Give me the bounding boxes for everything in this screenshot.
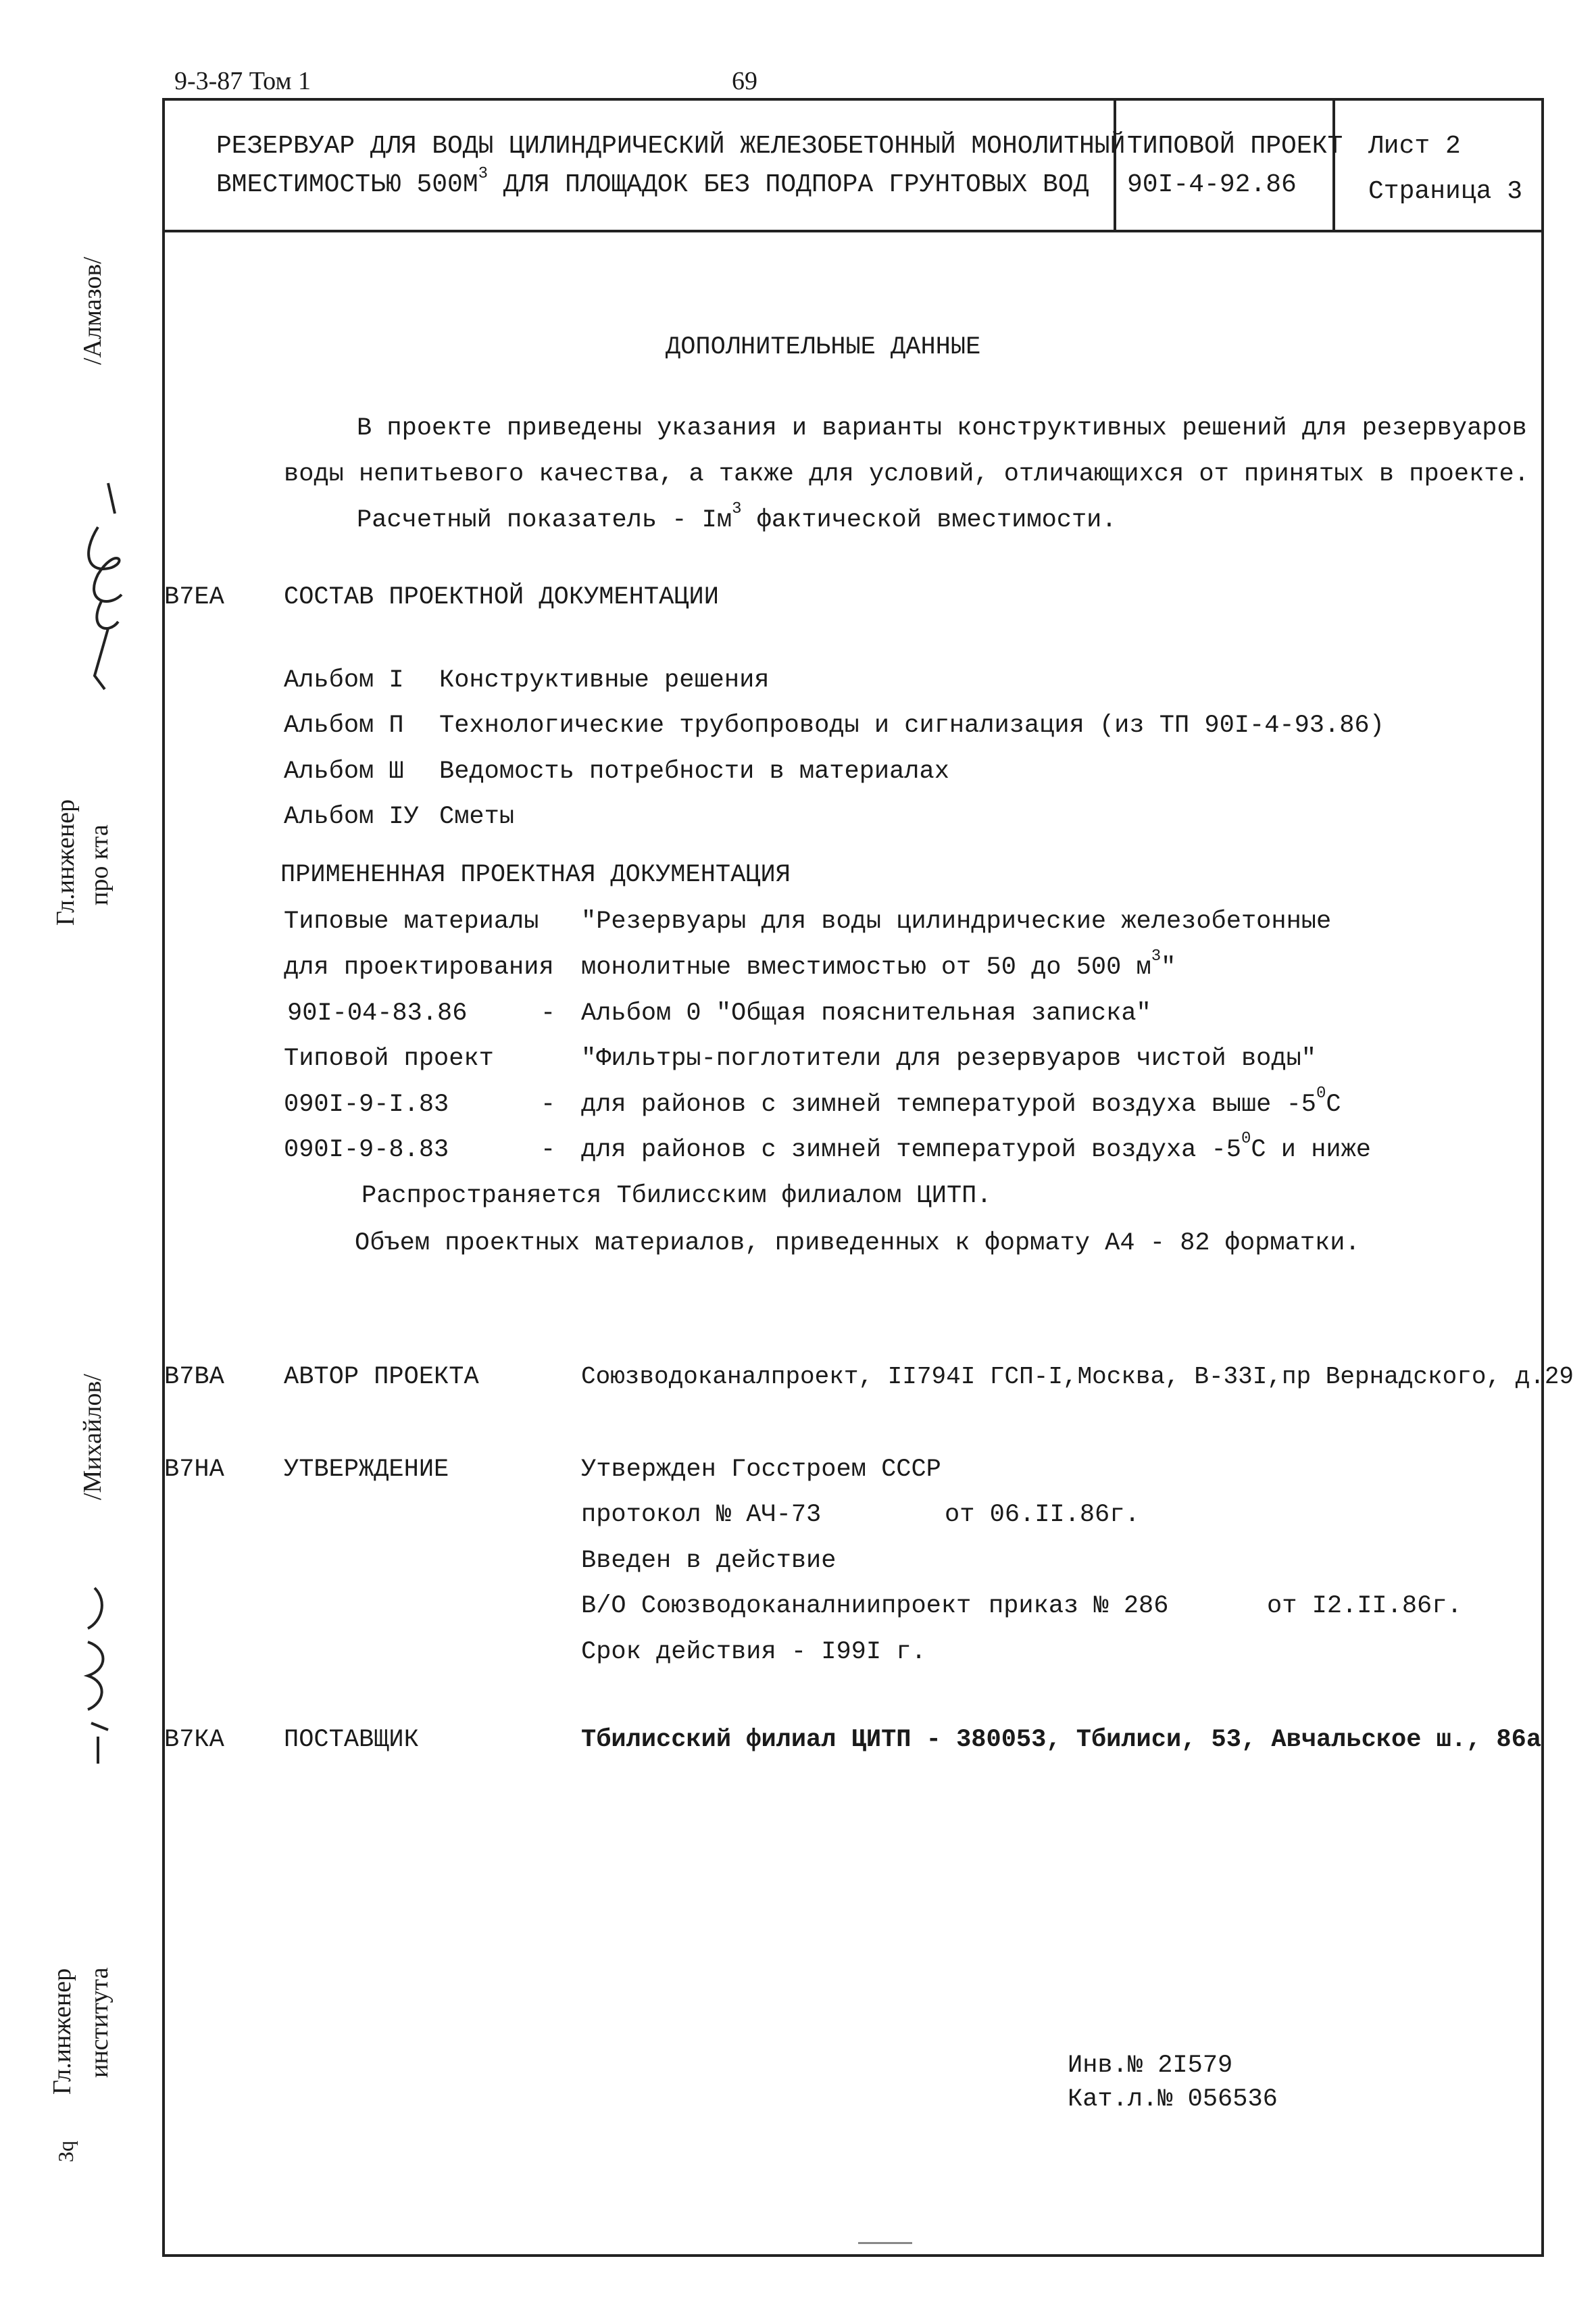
applied-left: Типовые материалы [284, 907, 539, 936]
catalog-sheet-number: Кат.л.№ 056536 [1068, 2085, 1278, 2114]
composition-title: СОСТАВ ПРОЕКТНОЙ ДОКУМЕНТАЦИИ [284, 583, 719, 612]
bottom-mark [858, 2242, 912, 2244]
side-chief-engineer-project-2: про кта [85, 824, 114, 905]
album-desc: Технологические трубопроводы и сигнализация (из ТП 90I-4-93.86) [439, 712, 1385, 740]
side-chief-engineer-institute-2: института [85, 1967, 114, 2078]
applied-left: 090I-9-8.83 [284, 1136, 449, 1164]
calc-indicator: Расчетный показатель - $Iм^3$ фактической вместимости. [357, 500, 1117, 534]
project-code: 90I-4-92.86 [1127, 170, 1297, 199]
code-composition: В7ЕА [164, 583, 224, 612]
album-desc: Ведомость потребности в материалах [439, 757, 949, 786]
approval-order-org: В/О Союзводоканалниипроект [581, 1592, 972, 1620]
title-block-divider [162, 230, 1544, 232]
author-label: АВТОР ПРОЕКТА [284, 1363, 479, 1391]
page-label: Страница 3 [1368, 177, 1523, 206]
title-block-separator-1 [1114, 98, 1116, 231]
side-mikhailov: /Михайлов/ [78, 1374, 107, 1500]
sheet-label: Лист 2 [1368, 132, 1461, 161]
intro-line-1: В проекте приведены указания и варианты конструктивных решений для резервуаров [357, 414, 1527, 443]
album-num: Альбом Ш [284, 757, 404, 786]
applied-dash: - [541, 999, 556, 1028]
approval-protocol-date: от 06.II.86г. [945, 1501, 1140, 1529]
title-block-separator-2 [1332, 98, 1335, 231]
applied-right: Альбом 0 "Общая пояснительная записка" [581, 999, 1151, 1028]
code-approval: В7НА [164, 1455, 224, 1484]
series-label: 9-3-87 Том 1 [174, 67, 311, 95]
applied-title: ПРИМЕНЕННАЯ ПРОЕКТНАЯ ДОКУМЕНТАЦИЯ [280, 861, 791, 889]
supplier-value: Тбилисский филиал ЦИТП - 380053, Тбилиси, 53, Авчальское ш., 86а [581, 1726, 1542, 1754]
approval-protocol: протокол № АЧ-73 [581, 1501, 822, 1529]
title-line-1: РЕЗЕРВУАР ДЛЯ ВОДЫ ЦИЛИНДРИЧЕСКИЙ ЖЕЛЕЗОБЕТОННЫЙ МОНОЛИТНЫЙ [216, 132, 1126, 161]
page-heading: ДОПОЛНИТЕЛЬНЫЕ ДАННЫЕ [666, 333, 981, 362]
applied-left: Типовой проект [284, 1045, 494, 1073]
applied-right: для районов с зимней температурой воздуха выше $-5^0С$ [581, 1085, 1341, 1119]
applied-right: монолитные вместимостью от 50 до 500 $м^3$" [581, 947, 1176, 982]
album-num: Альбом IУ [284, 803, 419, 831]
signature-mikhailov [68, 1574, 135, 1777]
code-supplier: В7КА [164, 1726, 224, 1754]
approval-label: УТВЕРЖДЕНИЕ [284, 1455, 449, 1484]
title-line-2: ВМЕСТИМОСТЬЮ $500М^3$ ДЛЯ ПЛОЩАДОК БЕЗ ПОДПОРА ГРУНТОВЫХ ВОД [216, 165, 1089, 199]
applied-left: для проектирования [284, 953, 554, 982]
volume-note: Объем проектных материалов, приведенных к формату А4 - 82 форматки. [355, 1229, 1360, 1258]
applied-left: 90I-04-83.86 [287, 999, 468, 1028]
applied-right: для районов с зимней температурой воздуха $-5^0С$ и ниже [581, 1130, 1372, 1164]
author-value: Союзводоканалпроект, II794I ГСП-I,Москва, В-33I,пр Вернадского, д.29 [581, 1363, 1574, 1391]
intro-line-2: воды непитьевого качества, а также для условий, отличающихся от принятых в проекте. [284, 460, 1529, 489]
approval-line-3: Введен в действие [581, 1547, 837, 1575]
applied-dash: - [541, 1091, 556, 1119]
side-chief-engineer-project: Гл.инженер [51, 799, 80, 926]
applied-right: "Фильтры-поглотители для резервуаров чистой воды" [581, 1045, 1316, 1073]
album-num: Альбом П [284, 712, 404, 740]
page-number: 69 [732, 67, 757, 95]
side-almazov: /Алмазов/ [78, 257, 107, 365]
approval-order: приказ № 286 [989, 1592, 1169, 1620]
side-institute-prefix: Зq [53, 2140, 78, 2162]
album-desc: Сметы [439, 803, 515, 831]
supplier-label: ПОСТАВЩИК [284, 1726, 419, 1754]
project-label: ТИПОВОЙ ПРОЕКТ [1127, 132, 1343, 161]
code-author: В7ВА [164, 1363, 224, 1391]
distribution-note: Распространяется Тбилисским филиалом ЦИТП. [361, 1182, 992, 1210]
approval-term: Срок действия - I99I г. [581, 1638, 926, 1666]
album-num: Альбом I [284, 666, 404, 695]
approval-line-1: Утвержден Госстроем СССР [581, 1455, 941, 1484]
applied-right: "Резервуары для воды цилиндрические железобетонные [581, 907, 1332, 936]
applied-dash: - [541, 1136, 556, 1164]
side-chief-engineer-institute: Гл.инженер [48, 1968, 76, 2095]
approval-order-date: от I2.II.86г. [1267, 1592, 1462, 1620]
album-desc: Конструктивные решения [439, 666, 770, 695]
inventory-number: Инв.№ 2I579 [1068, 2051, 1233, 2080]
applied-left: 090I-9-I.83 [284, 1091, 449, 1119]
signature-almazov [61, 473, 142, 696]
